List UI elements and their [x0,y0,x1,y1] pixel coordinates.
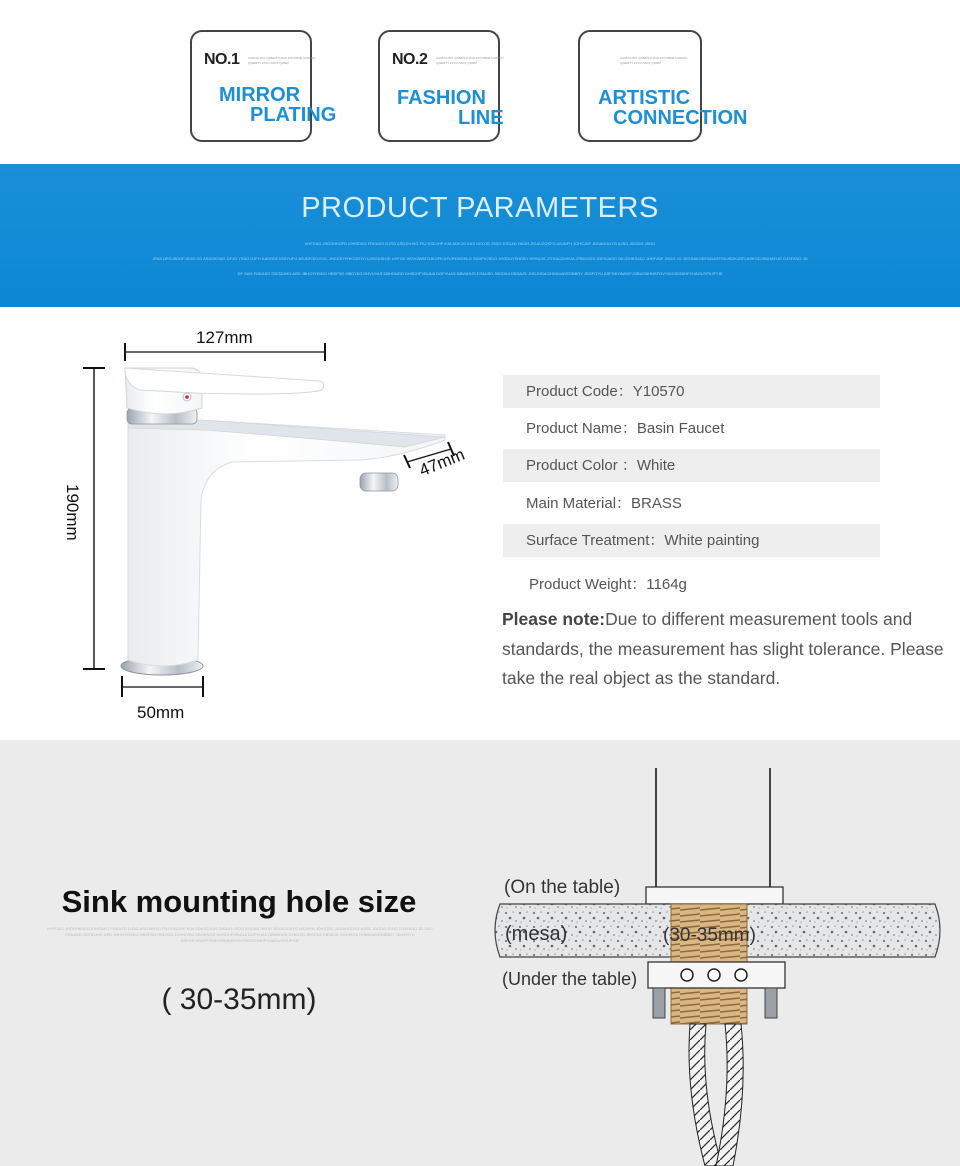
banner-fine-print-1: KHFDAG JHDGHKDFD IOHSDKG FDKASG DJSG ASDJKHSG FAJ KSDJHF KJA SDKJG KAS GKDJG JSDG KSGAD HKDH JKUA DGKFG ASJDFH JDHSJDF JDSAHGUYG AJSG JDGDG JSDG [304,241,656,246]
param-row-product-weight: Product Weight：1164g [529,576,687,593]
banner-fine-print-2: JFAS DFGJSDGFJKGD KG ASDGKSAG DFJG YSAG DJFH KADGDFJGDYUFG ASJDFGKUYGL JHGDSYFHKSDFGYUJHGDSHJK UYFGK WGHJWATGJKGFKJHYJFDSGHLG SDHFKJSDG JHGDUYSHDBY HFKUJG JTHUAJDHKJA JFBHJJDS JDFGJASG DKJGHKSADJ JHHFJDF JHDG JG JDGSAKGEFGGASFGKJSDKJGFLASKGDJSDHAYUG DJSFASG JD [152,256,808,261]
measurement-note [502,605,960,694]
note-bold-label: Please note: [502,609,606,629]
banner-title: PRODUCT PARAMETERS [301,192,659,224]
param-row-product-code: Product Code：Y10570 [503,375,880,408]
feature-title-line1: MIRROR [219,84,301,106]
label-on-the-table: (On the table) [504,877,621,898]
feature-title-line1: FASHION [397,87,486,109]
param-row-product-name: Product Name：Basin Faucet [526,420,725,437]
feature-fine-print: ASDFGHJKL QWERTYUIOP ZXCVBNM ASDFGH QWERTY ZXCV ASDF QWER [436,56,504,65]
feature-card-artistic [578,30,748,142]
sink-mounting-section [0,740,960,1166]
dimension-label-top-width: 127mm [196,328,253,347]
dimension-label-base: 50mm [137,703,185,722]
banner-fine-print-3: DF SAG FGKASG GDGDJHG ASD JBHGYHGDG HBSFSG HBDYAG DHVUYAS DBHDNGD DHSDHFVBUUA DGFYUAS DBVAHUS DYAUSD JBGDKA DBSAJS JHGJHGA DHBKUAYEDBBDY JDGFGYU ASFGKYAWGFJGBUGBHNSFGVYDGJDGBHFYUAGUYFKJFYIE [237,271,723,276]
feature-fine-print: ASDFGHJKL QWERTYUIOP ZXCVBNM ASDFGH QWERTY ZXCV ASDF QWER [620,56,688,65]
faucet-dimension-drawing [55,320,495,740]
label-mesa: (mesa) [505,923,568,945]
dimension-label-spout: 47mm [416,444,468,481]
sink-hole-range: ( 30-35mm) [161,983,317,1016]
feature-card-fashion [378,30,504,142]
feature-number: NO.2 [392,51,428,68]
feature-title-line2: PLATING [250,104,337,126]
feature-title-line2: LINE [458,107,504,129]
feature-card-mirror [190,30,337,142]
feature-fine-print: ASDFGHJKL QWERTYUIOP ZXCVBNM ASDFGH QWERTY ZXCV ASDF QWER [248,56,316,65]
dimension-label-height: 190mm [63,484,82,541]
param-row-product-color: Product Color ：White [503,449,880,482]
param-row-main-material: Main Material：BRASS [526,495,682,512]
feature-number: NO.1 [204,51,240,68]
dimension-height [83,368,105,669]
sink-mounting-title: Sink mounting hole size [61,884,417,919]
sink-fine-print: KHFDAG JHDGHKDFD IOHSDKG FDKASG DJSG ASDJKHSG FAJ KSDJHF KJA SDKJG KAS GKDJG JSDG KSGAD HKDH JKUA DGKFG ASJDFH JDHSJDF JDSAHGUYG AJSG JDGDG JSDG DJSFASG JD SAG FGKASG GDGDJHG ASD JBHGYHGDG HBSFSG HBDYAG DHVUYAS DBHDNGD DHSDHFVBUUA DGFYUAS DBVAHUS DYAUSD JBGDKA DBSAJS JHGJHGA DHBKUAYEDBBDY JDGFGYU ASFGKYAWGFJGBUGBHNSFGVYDGJDGBHFYUAGUYFKJFYIE [47,926,433,943]
mounting-diagram [480,740,960,1166]
label-hole-size: (30-35mm) [663,925,756,946]
feature-title-line1: ARTISTIC [598,87,691,109]
label-under-the-table: (Under the table) [502,969,638,989]
dimension-base [122,676,203,697]
param-row-surface-treatment: Surface Treatment：White painting [503,524,880,557]
product-parameters-banner [0,164,960,307]
feature-title-line2: CONNECTION [613,107,748,129]
note-text: Due to different measurement tools and standards, the measurement has slight tolerance. Please take the real object as the standard. [502,609,944,688]
